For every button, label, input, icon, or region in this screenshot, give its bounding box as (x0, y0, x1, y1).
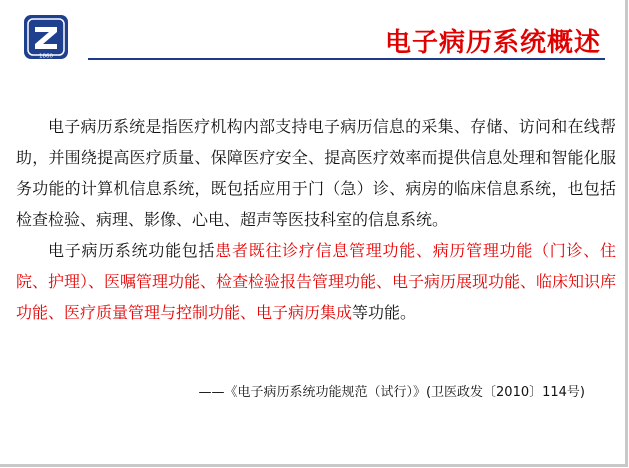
functions-paragraph (16, 235, 616, 328)
functions-list-highlight: 患者既往诊疗信息管理功能、病历管理功能（门诊、住院、护理）、医嘱管理功能、检查检验报告管理功能、电子病历展现功能、临床知识库功能、医疗质量管理与控制功能、电子病历集成 (16, 241, 617, 322)
definition-paragraph: 电子病历系统是指医疗机构内部支持电子病历信息的采集、存储、访问和在线帮助，并围绕提高医疗质量、保障医疗安全、提高医疗效率而提供信息处理和智能化服务功能的计算机信息系统，既包括应用于门（急）诊、病房的临床信息系统，也包括检查检验、病理、影像、心电、超声等医技科室的信息系统。 (16, 117, 616, 229)
functions-outro: 等功能。 (352, 303, 417, 322)
functions-intro: 电子病历系统功能包括 (48, 241, 216, 260)
hospital-logo (21, 12, 71, 62)
source-citation: ——《电子病历系统功能规范（试行）》(卫医政发〔2010〕114号) (198, 385, 585, 400)
overview-body (16, 111, 616, 328)
title-divider (88, 58, 605, 60)
svg-text:1860: 1860 (39, 53, 53, 60)
page-title: 电子病历系统概述 (384, 28, 601, 58)
